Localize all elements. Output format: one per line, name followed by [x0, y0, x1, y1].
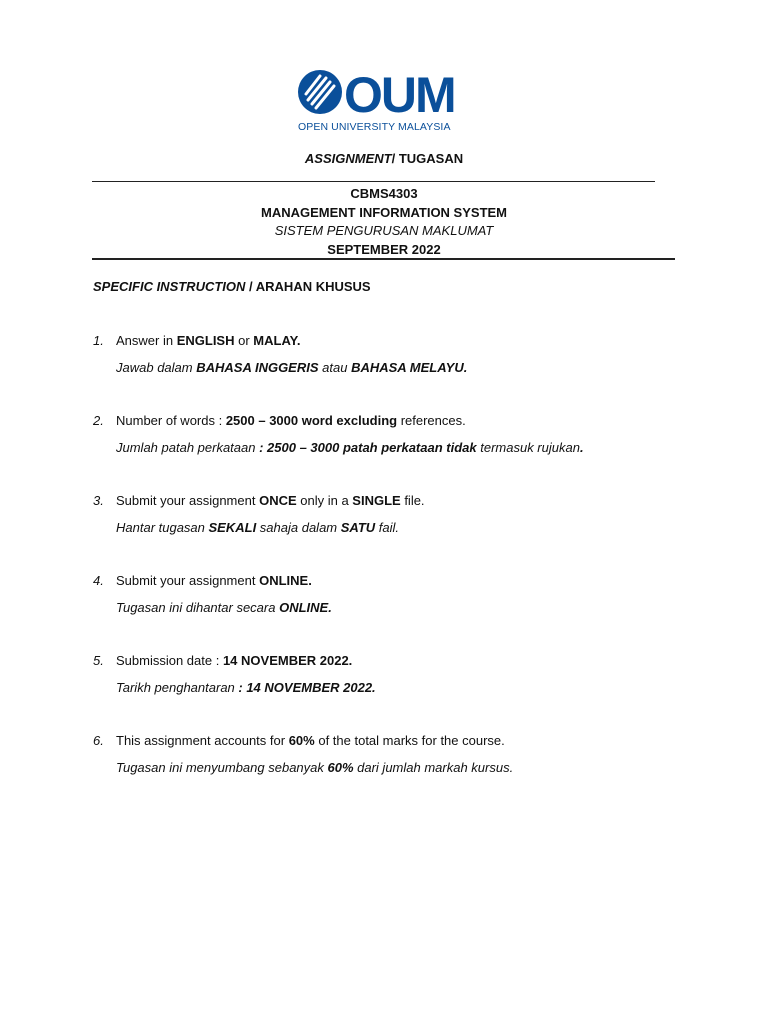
logo-globe-icon	[298, 70, 342, 114]
document-title	[0, 151, 768, 166]
oum-logo-graphic	[296, 68, 476, 118]
course-name-ms: SISTEM PENGURUSAN MAKLUMAT	[274, 223, 494, 238]
specific-separator: /	[245, 279, 256, 294]
instruction-english: This assignment accounts for 60% of the total marks for the course.	[116, 733, 505, 748]
instruction-number: 5.	[93, 653, 104, 668]
instruction-malay: Tarikh penghantaran : 14 NOVEMBER 2022.	[116, 680, 376, 695]
course-code: CBMS4303	[350, 186, 418, 201]
instruction-number: 6.	[93, 733, 104, 748]
instruction-number: 2.	[93, 413, 104, 428]
logo-subtitle: OPEN UNIVERSITY MALAYSIA	[298, 121, 451, 133]
svg-text:OUM: OUM	[344, 68, 455, 118]
specific-label-ms: ARAHAN KHUSUS	[255, 279, 371, 294]
instruction-english: Answer in ENGLISH or MALAY.	[116, 333, 301, 348]
instruction-number: 1.	[93, 333, 104, 348]
title-tugasan: TUGASAN	[395, 151, 464, 166]
title-assignment: ASSIGNMENT	[304, 151, 392, 166]
instruction-english: Submission date : 14 NOVEMBER 2022.	[116, 653, 353, 668]
divider-top	[92, 181, 655, 182]
instruction-english: Number of words : 2500 – 3000 word excluding references.	[116, 413, 466, 428]
instruction-english: Submit your assignment ONCE only in a SINGLE file.	[116, 493, 425, 508]
instruction-malay: Jumlah patah perkataan : 2500 – 3000 patah perkataan tidak termasuk rujukan.	[116, 440, 584, 455]
instruction-number: 3.	[93, 493, 104, 508]
instruction-number: 4.	[93, 573, 104, 588]
specific-instruction-heading	[93, 279, 371, 294]
semester: SEPTEMBER 2022	[327, 242, 441, 257]
instruction-malay: Tugasan ini dihantar secara ONLINE.	[116, 600, 332, 615]
instruction-malay: Tugasan ini menyumbang sebanyak 60% dari jumlah markah kursus.	[116, 760, 514, 775]
title-separator: /	[391, 151, 396, 166]
instruction-malay: Hantar tugasan SEKALI sahaja dalam SATU fail.	[116, 520, 400, 535]
course-name-en: MANAGEMENT INFORMATION SYSTEM	[260, 205, 508, 220]
divider-bottom	[92, 258, 675, 260]
instruction-malay: Jawab dalam BAHASA INGGERIS atau BAHASA MELAYU.	[116, 360, 468, 375]
instruction-english: Submit your assignment ONLINE.	[116, 573, 312, 588]
specific-label-en: SPECIFIC INSTRUCTION	[93, 279, 246, 294]
